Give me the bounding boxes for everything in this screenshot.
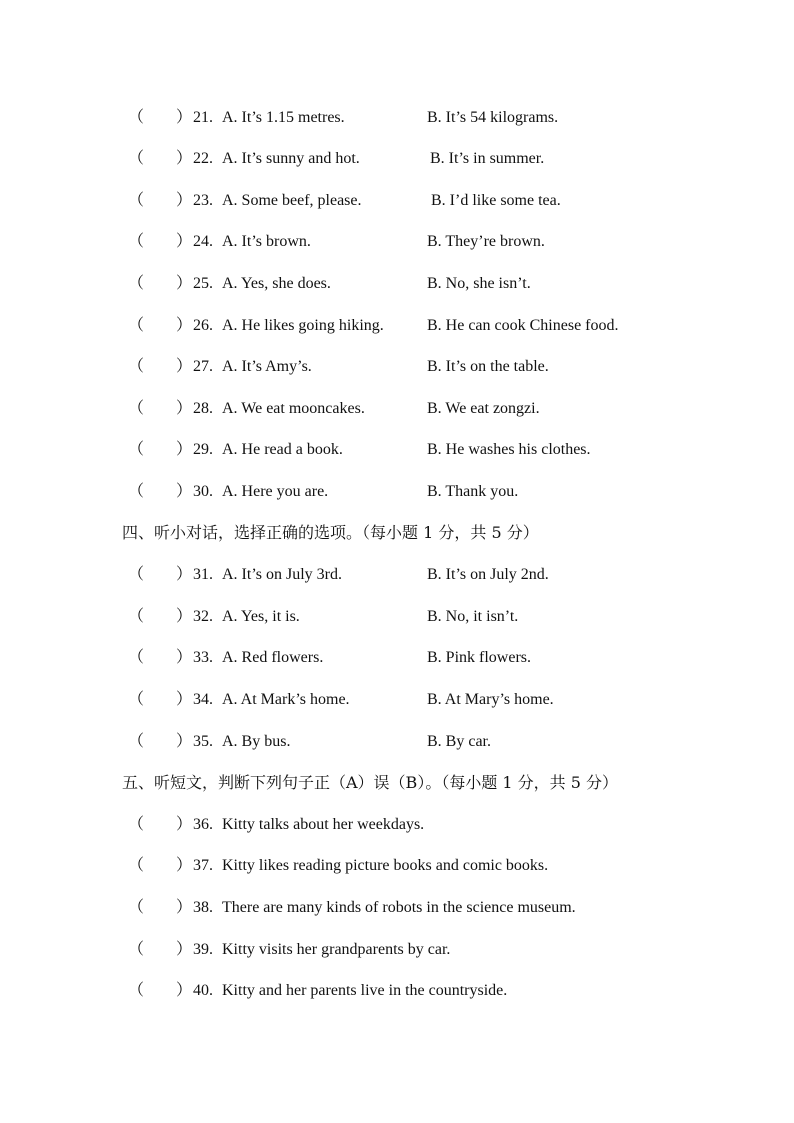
option-a: A. Red flowers. <box>222 649 324 666</box>
option-a: A. Yes, she does. <box>222 275 331 292</box>
question-number: 26. <box>193 317 213 334</box>
option-b: B. I’d like some tea. <box>431 192 561 209</box>
question-number: 31. <box>193 566 213 583</box>
option-b: B. Thank you. <box>427 483 519 500</box>
question-number: 36. <box>193 816 213 833</box>
question-number: 23. <box>193 192 213 209</box>
option-a: A. It’s 1.15 metres. <box>222 109 345 126</box>
option-b: B. No, it isn’t. <box>427 608 519 625</box>
option-b: B. He washes his clothes. <box>427 441 591 458</box>
option-a: A. It’s brown. <box>222 233 311 250</box>
option-b: B. Pink flowers. <box>427 649 531 666</box>
question-number: 22. <box>193 150 213 167</box>
option-b: B. They’re brown. <box>427 233 545 250</box>
question-number: 30. <box>193 483 213 500</box>
option-b: B. No, she isn’t. <box>427 275 531 292</box>
section-5-title: 五、听短文，判断下列句子正（A）误（B）。（每小题 1 分，共 5 分） <box>122 773 619 792</box>
option-b: B. We eat zongzi. <box>427 400 540 417</box>
option-b: B. He can cook Chinese food. <box>427 317 619 334</box>
question-number: 38. <box>193 899 213 916</box>
question-number: 39. <box>193 941 213 958</box>
option-b: B. It’s on July 2nd. <box>427 566 549 583</box>
statement-text: Kitty and her parents live in the countryside. <box>222 982 508 999</box>
question-number: 21. <box>193 109 213 126</box>
option-b: B. At Mary’s home. <box>427 691 554 708</box>
exam-page: （ ） 21. A. It’s 1.15 metres. B. It’s 54 kilograms. （ ） 22. A. It’s sunny and hot. B. It’s in summer. （ ） 23. A. Some beef, please. B. I’d like some tea. （ ） 24. A. It’s brown. B. They’re brown. （ ） 25. A. Yes, she does. B. No, she isn’t. （ ） 26. A. He likes going hiking. B. He can cook Chinese food. （ ） 27. A. It’s Amy’s. B. It’s on the table. （ ） 28. A. We eat mooncakes. B. We eat zongzi. （ ） 29. A. He read a book. B. He washes his clothes. （ ） 30. A. Here you are. B. Thank you. 四、听小对话，选择正确的选项。（每小题 1 分，共 5 分） （ ） 31. A. It’s on July 3rd. B. It’s on July 2nd. （ ） 32. A. Yes, it is. B. No, it isn’t. （ ） 33. A. Red flowers. B. Pink flowers. （ ） 34. A. At Mark’s home. B. At Mary’s home. （ ） 35. A. By bus. B. By car. 五、听短文，判断下列句子正（A）误（B）。（每小题 1 分，共 5 分） （ ） 36. Kitty talks about her weekdays. （ ） 37. Kitty likes reading picture books and comic books. （ ） 38. There are many kinds of robots in the science museum. （ ） 39. Kitty visits her grandparents by car. （ ） 40. Kitty and her parents live in the countryside. <box>0 0 794 1123</box>
statement-text: Kitty likes reading picture books and comic books. <box>222 857 549 874</box>
option-b: B. It’s on the table. <box>427 358 549 375</box>
option-b: B. It’s in summer. <box>430 150 545 167</box>
option-a: A. It’s sunny and hot. <box>222 150 360 167</box>
question-number: 32. <box>193 608 213 625</box>
option-a: A. He read a book. <box>222 441 343 458</box>
option-a: A. By bus. <box>222 733 291 750</box>
option-a: A. Some beef, please. <box>222 192 362 209</box>
option-b: B. By car. <box>427 733 491 750</box>
question-number: 25. <box>193 275 213 292</box>
option-a: A. Yes, it is. <box>222 608 300 625</box>
option-a: A. At Mark’s home. <box>222 691 350 708</box>
statement-text: Kitty talks about her weekdays. <box>222 816 425 833</box>
question-number: 28. <box>193 400 213 417</box>
option-a: A. It’s on July 3rd. <box>222 566 342 583</box>
option-a: A. It’s Amy’s. <box>222 358 312 375</box>
question-number: 35. <box>193 733 213 750</box>
question-number: 33. <box>193 649 213 666</box>
question-number: 27. <box>193 358 213 375</box>
option-a: A. We eat mooncakes. <box>222 400 365 417</box>
question-number: 24. <box>193 233 213 250</box>
question-number: 29. <box>193 441 213 458</box>
question-number: 40. <box>193 982 213 999</box>
section-4-title: 四、听小对话，选择正确的选项。（每小题 1 分，共 5 分） <box>122 523 539 542</box>
statement-text: Kitty visits her grandparents by car. <box>222 941 451 958</box>
question-number: 37. <box>193 857 213 874</box>
option-a: A. He likes going hiking. <box>222 317 384 334</box>
question-number: 34. <box>193 691 213 708</box>
option-a: A. Here you are. <box>222 483 329 500</box>
statement-text: There are many kinds of robots in the science museum. <box>222 899 576 916</box>
option-b: B. It’s 54 kilograms. <box>427 109 559 126</box>
